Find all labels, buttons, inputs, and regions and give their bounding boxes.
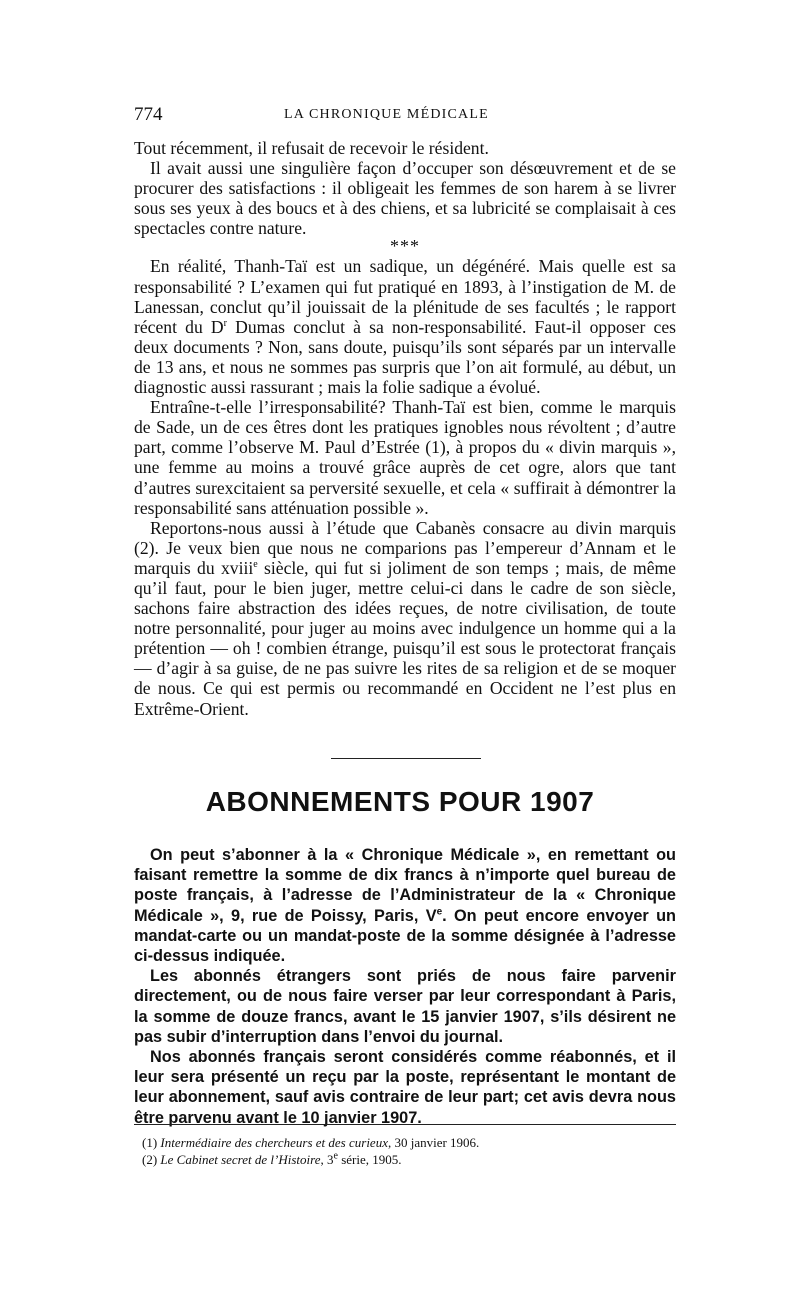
- paragraph-4: Entraîne-t-elle l’irresponsabilité? Thanh-Taï est bien, comme le marquis de Sade, un de ces êtres dont les pratiques ignobles nous révoltent ; d’autre part, comme l’observe M. Paul d’Estrée (1), à propos du « divin marquis », une femme au moins a trouvé grâce auprès de cet ogre, alors que tant d’autres surexcitaient sa perversité sexuelle, et cela « suffirait à démontrer la responsabilité sans atténuation possible ».: [134, 397, 676, 518]
- sub-p1-d: . On peut encore envoyer un mandat-carte ou un mandat-poste de la somme désignée à l’adresse ci-dessus indiquée.: [134, 906, 676, 966]
- sub-p1-journal-2: Chronique Médicale: [134, 886, 676, 925]
- section-separator: [331, 758, 481, 759]
- running-head: [134, 104, 676, 130]
- footnote-2-detail-2: série, 1905.: [337, 1152, 402, 1167]
- article-text: [134, 138, 676, 719]
- footnote-2-source: Le Cabinet secret de l’Histoire: [160, 1152, 321, 1167]
- footnote-1-source: Intermédiaire des chercheurs et des curieux: [160, 1135, 388, 1150]
- paragraph-5-part-a: Reportons-nous aussi à l’étude que Cabanès consacre au divin marquis (2). Je veux bien que nous ne comparions pas l’empereur d’Annam et le marquis du xviii: [134, 517, 676, 578]
- subscription-notice: [134, 845, 676, 1128]
- footnote-2: [142, 1151, 676, 1168]
- footnote-1-marker: (1): [142, 1135, 158, 1150]
- paragraph-3-part-a: En réalité, Thanh-Taï est un sadique, un dégénéré. Mais quelle est sa responsabilité ? L’examen qui fut pratiqué en 1893, à l’instigation de M. de Lanessan, conclut qu’il jouissait de la plénitude de ses facultés ; le rapport récent du D: [134, 256, 676, 337]
- asterism: ***: [390, 236, 420, 257]
- footnote-2-sup: e: [333, 1150, 338, 1162]
- paragraph-3-part-b: Dumas conclut à sa non-responsabilité. Faut-il opposer ces deux documents ? Non, sans doute, puisqu’ils sont séparés par un intervalle de 13 ans, et nous ne sommes pas surpris que l’on ait formulé, au début, un diagnostic aussi rassurant ; mais la folie sadique a évolué.: [134, 316, 676, 398]
- paragraph-1: Tout récemment, il refusait de recevoir le résident.: [134, 138, 489, 158]
- footnotes: [142, 1134, 676, 1168]
- subscription-paragraph-3: Nos abonnés français seront considérés comme réabonnés, et il leur sera présenté un reçu par la poste, représentant le montant de leur abonnement, sauf avis contraire de leur part; cet avis devra nous être parvenu avant le 10 janvier 1907.: [134, 1048, 676, 1127]
- sub-p1-a: On peut s’abonner à la «: [150, 846, 362, 864]
- sub-p1-b: », en remettant ou faisant remettre la somme de dix francs à n’importe quel bureau de poste français, à l’adresse de l’Administrateur de la «: [134, 846, 676, 905]
- superscript-e: e: [253, 559, 258, 571]
- superscript-r: r: [223, 317, 227, 329]
- sub-p1-journal: Chronique Médicale: [361, 846, 520, 864]
- paragraph-5-part-b: siècle, qui fut si joliment de son temps ; mais, de même qu’il faut, pour le bien juger, mettre celui-ci dans le cadre de son siècle, sachons faire abstraction des idées reçues, de notre civilisation, de toute notre personnalité, pour juger au moins avec indulgence un homme qui a la prétention — oh ! combien étrange, puisqu’il est sous le protectorat français — d’agir à sa guise, de ne pas suivre les rites de sa religion et de se moquer de nous. Ce qui est permis ou recommandé en Occident ne l’est plus en Extrême-Orient.: [134, 557, 676, 719]
- paragraph-5: [134, 518, 676, 719]
- paragraph-3: [134, 256, 676, 397]
- footnote-2-marker: (2): [142, 1152, 158, 1167]
- footnote-1-detail: , 30 janvier 1906.: [387, 1135, 480, 1150]
- footnote-rule: [134, 1124, 676, 1125]
- subscription-paragraph-2: Les abonnés étrangers sont priés de nous faire parvenir directement, ou de nous faire verser par leur correspondant à Paris, la somme de douze francs, avant le 15 janvier 1907, s’ils désirent ne pas subir d’interruption dans l’envoi du journal.: [134, 967, 676, 1046]
- journal-title: LA CHRONIQUE MÉDICALE: [284, 107, 489, 122]
- page-number: 774: [134, 104, 163, 125]
- sub-p1-sup: e: [436, 906, 443, 918]
- subscription-paragraph-1: [134, 845, 676, 966]
- paragraph-2: Il avait aussi une singulière façon d’occuper son désœuvrement et de se procurer des satisfactions : il obligeait les femmes de son harem à se livrer sous ses yeux à des boucs et à des chiens, et sa lubricité se complaisait à ces spectacles contre nature.: [134, 158, 676, 239]
- footnote-2-detail: , 3: [320, 1152, 334, 1167]
- footnote-1: [142, 1134, 676, 1151]
- section-title: ABONNEMENTS POUR 1907: [205, 786, 595, 817]
- sub-p1-c: », 9, rue de Poissy, Paris, V: [202, 906, 437, 925]
